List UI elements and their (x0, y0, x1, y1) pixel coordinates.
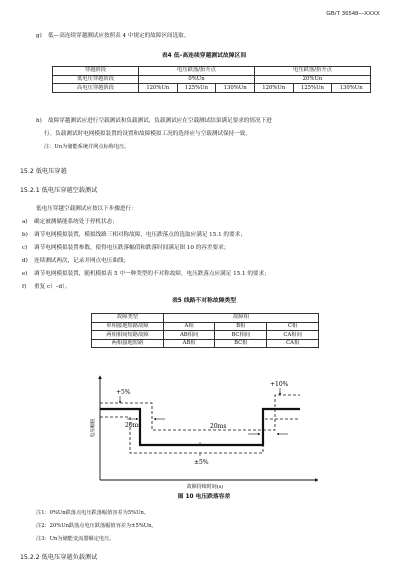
item-g-label: g) (36, 33, 42, 39)
table5-row (92, 331, 319, 340)
left-20ms-label: 20ms (125, 422, 142, 429)
table4-cell: 130%Un (332, 84, 371, 93)
step-text: 连续测试两次，记录并网点电压曲线； (34, 258, 130, 264)
table5-cell: 两相相间短路故障 (92, 331, 164, 340)
step-text: 调节电网模拟装置参数，使得电压跌落幅值和跌落时间满足图 10 的容差要求； (34, 245, 230, 251)
item-g-text: 低—高连续穿越测试应按照表 4 中规定的故障区间选取。 (48, 33, 190, 39)
step-text: 重复 c）–d）。 (34, 284, 71, 290)
table4-cell: 20%Un (254, 75, 370, 84)
step-label: d) (22, 258, 28, 264)
table5-cell: AB相间 (164, 331, 215, 340)
step-label: b) (22, 232, 28, 238)
table5-cell: BC相间 (215, 331, 267, 340)
item-h-line2: 行。负载测试时电网模拟装置的设置和故障模拟工况的选择应与空载测试保持一致。 (44, 131, 251, 137)
table4-cell: 高电压穿越阶段 (53, 84, 139, 93)
x-axis-label: 故障持续时间(s) (186, 484, 224, 490)
step-text: 调节电网模拟装置，模拟线路三相对称故障，电压跌落点的选取应满足 15.1 的要求； (34, 232, 246, 238)
table5-head-type: 故障类型 (92, 314, 164, 323)
standard-number: GB/T 36548—XXXX (326, 11, 380, 17)
table4-cell: 130%Un (216, 84, 255, 93)
table4-cell: 120%Un (139, 84, 178, 93)
step-f (22, 284, 372, 291)
table5-cell: A相 (164, 322, 215, 331)
table4-row-high (53, 84, 371, 93)
table5 (91, 313, 319, 348)
table4-row-low (53, 75, 371, 84)
table5-cell: B相 (215, 322, 267, 331)
step-label: a) (22, 219, 28, 225)
step-b (22, 232, 372, 239)
step-text: 确定被测储能系统处于停机状态； (34, 219, 118, 225)
table5-cell: 两相接地短路 (92, 339, 164, 348)
plus10-label: +10% (270, 381, 289, 388)
item-g (36, 33, 386, 40)
step-label: f) (22, 284, 27, 290)
table5-head-phase: 故障相 (164, 314, 319, 323)
note-3: 注3：Un为储能变流器额定电压。 (36, 536, 115, 542)
table5-cell: CA相间 (267, 331, 319, 340)
step-label: e) (22, 271, 28, 277)
steps-intro: 低电压穿越空载测试应按以下步骤进行： (36, 206, 137, 212)
table5-row (92, 322, 319, 331)
table4-head-point-1: 电压跌落/抬升点 (139, 67, 255, 76)
note-2: 注2：20%Un跌落点电压跌落幅值容差为±5%Un。 (36, 523, 157, 529)
step-text: 调节电网模拟装置，随机模拟表 5 中一种类型的不对称故障，电压跌落点应满足 15.1 的要求； (34, 271, 270, 277)
step-label: c) (22, 245, 28, 251)
table4-caption: 表4 低–高连续穿越测试故障区间 (161, 53, 247, 59)
table5-cell: AB相 (164, 339, 215, 348)
table4-cell: 0%Un (139, 75, 255, 84)
section-15-2-2: 15.2.2 低电压穿越负载测试 (20, 554, 98, 561)
section-15-2: 15.2 低电压穿越 (20, 168, 67, 175)
voltage-tolerance-figure (80, 370, 330, 490)
table4-cell: 120%Un (254, 84, 293, 93)
table5-cell: BC相 (215, 339, 267, 348)
table4-cell: 125%Un (177, 84, 216, 93)
item-h-line1: 故障穿越测试应进行空载测试和负载测试，负载测试应在空载测试结果满足要求的情况下进 (48, 118, 272, 124)
table5-cell: C相 (267, 322, 319, 331)
step-d (22, 258, 372, 265)
right-20ms-label: 20ms (210, 423, 227, 430)
step-e (22, 271, 372, 278)
table5-header-row (92, 314, 319, 323)
table4-head-stage: 穿越阶段 (53, 67, 139, 76)
pm5-label: ±5% (194, 459, 209, 466)
step-a (22, 219, 372, 226)
note-1: 注1：0%Un跌落点电压跌落幅值容差为5%Un。 (36, 510, 149, 516)
table4-cell: 低电压穿越阶段 (53, 75, 139, 84)
item-h-label: h) (36, 118, 42, 124)
table5-cell: CA相 (267, 339, 319, 348)
y-axis-label: 电压幅值 (91, 418, 96, 438)
figure10-caption: 图 10 电压跌落容差 (177, 494, 231, 500)
section-15-2-1: 15.2.1 低电压穿越空载测试 (20, 187, 98, 194)
table5-cell: 单相接地短路故障 (92, 322, 164, 331)
table5-caption: 表5 线路不对称故障类型 (171, 298, 237, 304)
table4 (52, 66, 371, 93)
note-un: 注：Un为储能系统并网点标称电压。 (44, 144, 130, 150)
table4-cell: 125%Un (293, 84, 332, 93)
step-c (22, 245, 372, 252)
table4-header-row (53, 67, 371, 76)
plus5-label: +5% (116, 389, 131, 396)
table4-head-point-2: 电压跌落/抬升点 (254, 67, 370, 76)
table5-row (92, 339, 319, 348)
item-h (36, 118, 386, 125)
